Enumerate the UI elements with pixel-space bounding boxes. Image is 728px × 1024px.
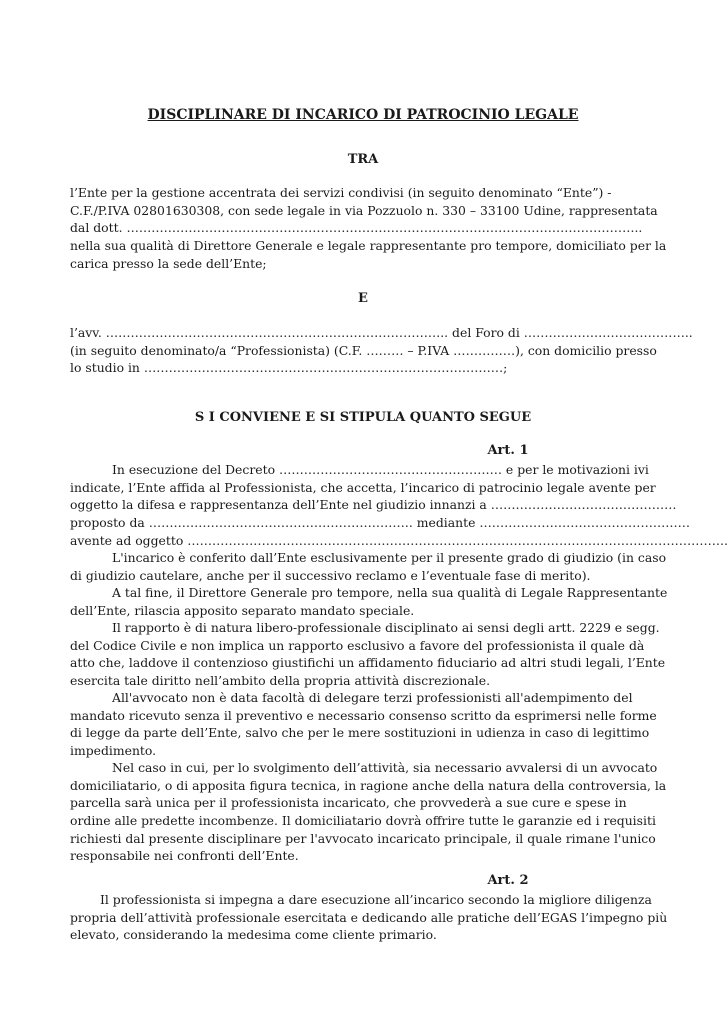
text-line: oggetto la difesa e rappresentanza dell’Ente nel giudizio innanzi a ……………………………………… — [70, 497, 677, 513]
art1-title: Art. 1 — [487, 443, 529, 458]
text-line: richiesti dal presente disciplinare per l'avvocato incaricato principale, il quale rimane l'unico — [70, 830, 656, 846]
text-line: di giudizio cautelare, anche per il successivo reclamo e l’eventuale fase di merito). — [70, 567, 591, 583]
text-line: domiciliatario, o di apposita figura tecnica, in ragione anche della natura della controversia, la — [70, 777, 667, 793]
text-line: esercita tale diritto nell’ambito della propria attività discrezionale. — [70, 673, 491, 689]
text-line: dal dott. …………………………………………………………………………………………………………….. — [70, 220, 643, 236]
text-line: parcella sarà unica per il professionista incaricato, che provvederà a sue cure e spese in — [70, 795, 627, 811]
text-line: carica presso la sede dell’Ente; — [70, 255, 267, 271]
text-line: (in seguito denominato/a “Professionista) (C.F. ……… – P.IVA ……………), con domicilio presso — [70, 342, 657, 358]
e-heading: E — [358, 291, 368, 306]
art2-title: Art. 2 — [487, 873, 529, 888]
text-line: Il professionista si impegna a dare esecuzione all’incarico secondo la migliore diligenza — [100, 892, 652, 907]
art1-paragraph-3 — [70, 584, 668, 619]
text-line: In esecuzione del Decreto ……………………………………………… e per le motivazioni ivi — [112, 462, 649, 477]
text-line: avente ad oggetto ………………………………………………………………………………………………………………….. — [70, 532, 728, 548]
text-line: elevato, considerando la medesima come cliente primario. — [70, 927, 437, 943]
conviene-heading: S I CONVIENE E SI STIPULA QUANTO SEGUE — [194, 410, 532, 425]
art2-paragraph-1 — [70, 891, 668, 944]
text-line: indicate, l’Ente affida al Professionista, che accetta, l’incarico di patrocinio legale avente per — [70, 479, 656, 495]
text-line: del Codice Civile e non implica un rapporto esclusivo a favore del professionista il quale dà — [70, 637, 645, 653]
art1-paragraph-4 — [70, 619, 666, 690]
text-line: L'incarico è conferito dall’Ente esclusivamente per il presente grado di giudizio (in caso — [112, 550, 667, 565]
text-line: l’Ente per la gestione accentrata dei servizi condivisi (in seguito denominato “Ente”) - — [70, 185, 612, 200]
text-line: propria dell’attività professionale esercitata e dedicando alle pratiche dell’EGAS l’impegno più — [70, 909, 668, 925]
art1-paragraph-2 — [70, 549, 667, 584]
text-line: responsabile nei confronti dell’Ente. — [70, 848, 299, 864]
art1-paragraph-1 — [70, 461, 728, 549]
ente-paragraph — [70, 184, 667, 272]
text-line: dell’Ente, rilascia apposito separato mandato speciale. — [70, 602, 415, 618]
text-line: di legge da parte dell’Ente, salvo che per le mere sostituzioni in udienza in caso di legittimo — [70, 725, 650, 741]
tra-heading: TRA — [347, 152, 379, 167]
art1-paragraph-5 — [70, 689, 656, 760]
text-line: ordine alle predette incombenze. Il domiciliatario dovrà offrire tutte le garanzie ed i requisiti — [70, 813, 656, 829]
text-line: atto che, laddove il contenzioso giustifichi un affidamento fiduciario ad altri studi legali, l’Ente — [70, 655, 666, 671]
text-line: l’avv. ……………………………………………………………………….. del Foro di ………………………………….. — [70, 325, 693, 340]
avv-paragraph — [70, 324, 693, 377]
text-line: Nel caso in cui, per lo svolgimento dell’attività, sia necessario avvalersi di un avvocato — [112, 760, 658, 775]
text-line: A tal fine, il Direttore Generale pro tempore, nella sua qualità di Legale Rappresentante — [112, 585, 668, 600]
text-line: nella sua qualità di Direttore Generale e legale rappresentante pro tempore, domiciliato per la — [70, 238, 667, 254]
text-line: C.F./P.IVA 02801630308, con sede legale in via Pozzuolo n. 330 – 33100 Udine, rappresentata — [70, 202, 658, 218]
text-line: Il rapporto è di natura libero-professionale disciplinato ai sensi degli artt. 2229 e segg. — [112, 620, 660, 635]
text-line: impedimento. — [70, 743, 157, 759]
text-line: All'avvocato non è data facoltà di delegare terzi professionisti all'adempimento del — [112, 690, 633, 705]
text-line: lo studio in ……………………………………………………………………………; — [70, 360, 508, 376]
text-line: mandato ricevuto senza il preventivo e necessario consenso scritto da esprimersi nelle forme — [70, 707, 657, 723]
document-title: DISCIPLINARE DI INCARICO DI PATROCINIO LEGALE — [147, 107, 579, 123]
art1-paragraph-6 — [70, 759, 667, 865]
text-line: proposto da ………………………………………………………. mediante …………………………………………… — [70, 515, 691, 531]
